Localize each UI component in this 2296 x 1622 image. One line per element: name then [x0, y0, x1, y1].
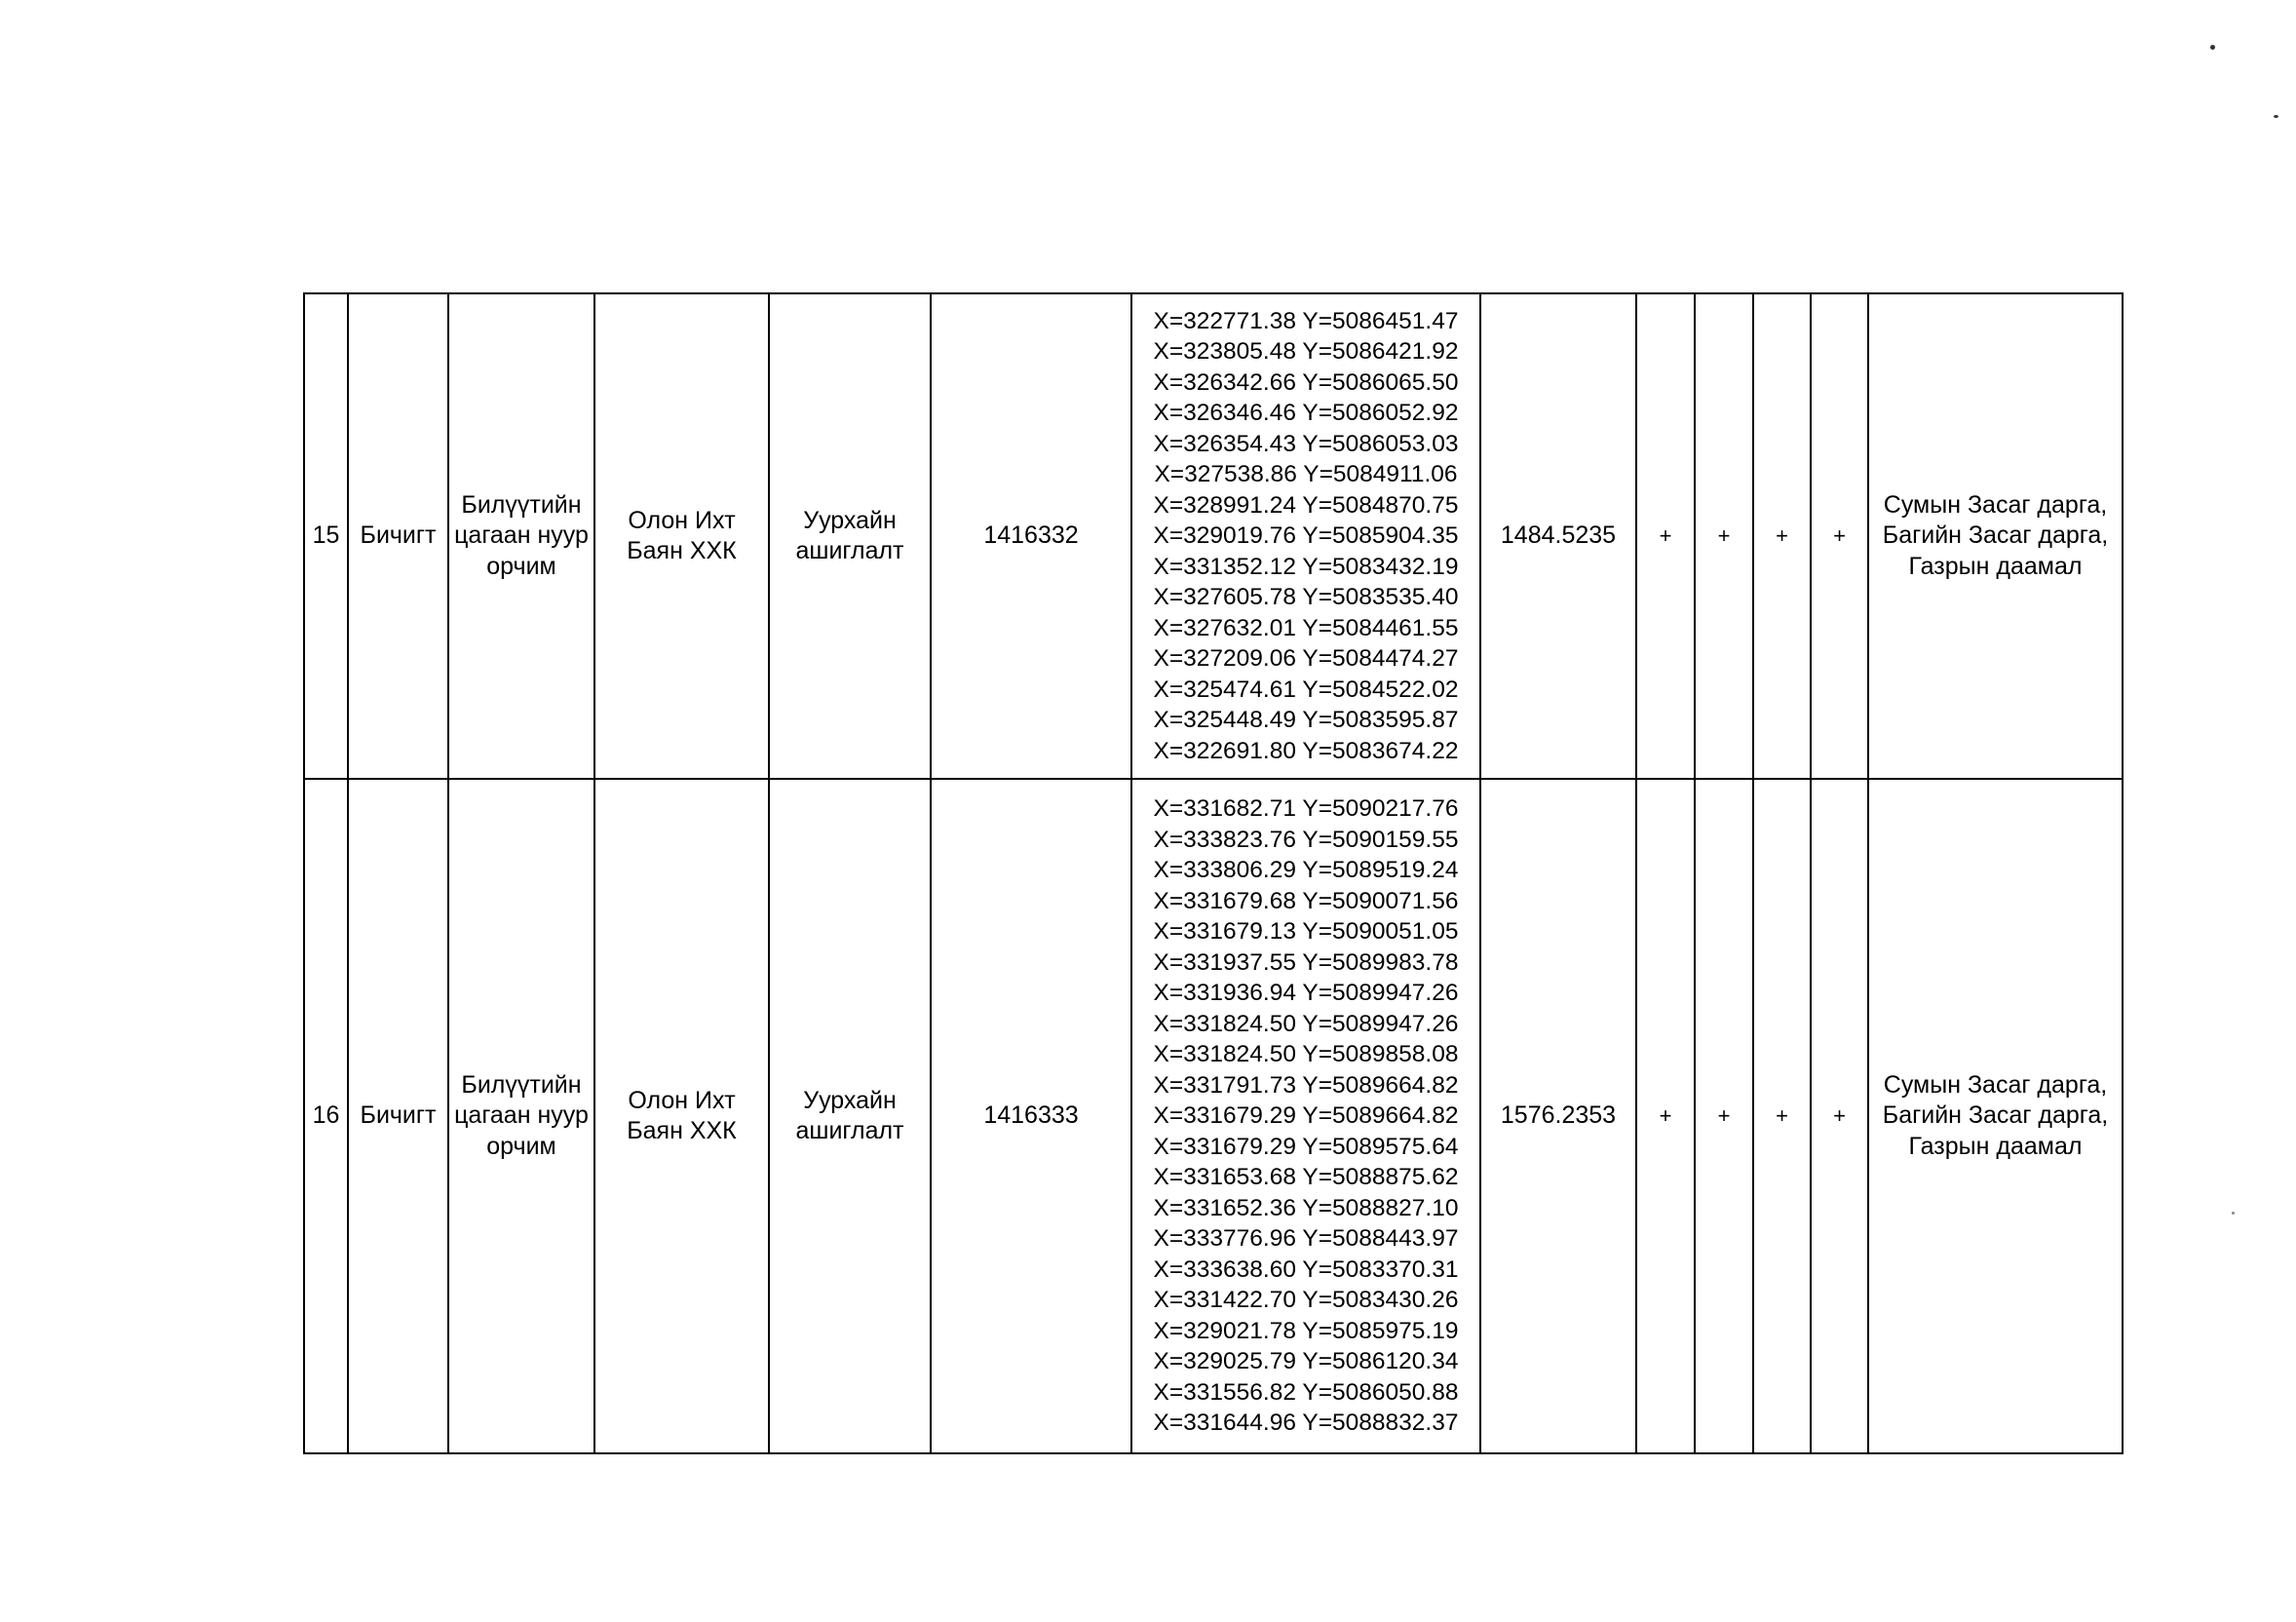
license-code — [931, 779, 1131, 1453]
approval-mark — [1636, 293, 1695, 779]
location-text: Билүүтийн цагаан нуур орчим — [454, 1070, 589, 1160]
coordinate-line: X=331653.68 Y=5088875.62 — [1153, 1164, 1459, 1191]
coordinate-line: X=323805.48 Y=5086421.92 — [1153, 338, 1459, 366]
approval-mark — [1636, 779, 1695, 1453]
location — [448, 293, 594, 779]
approval-mark — [1753, 293, 1811, 779]
company — [594, 293, 769, 779]
company-text: Олон Ихт Баян ХХК — [627, 1086, 737, 1144]
coordinate-line: X=331679.68 Y=5090071.56 — [1153, 887, 1459, 914]
area-value-text: 1484.5235 — [1500, 521, 1617, 550]
coordinate-line: X=327538.86 Y=5084911.06 — [1154, 461, 1458, 488]
coordinate-line: X=331679.29 Y=5089575.64 — [1153, 1133, 1459, 1160]
location-text: Билүүтийн цагаан нуур орчим — [454, 490, 589, 580]
coordinates-cell — [1131, 293, 1480, 779]
officials-text: Сумын Засаг дарга, Багийн Засаг дарга, Газрын даамал — [1882, 1070, 2109, 1160]
row-number — [304, 293, 348, 779]
coordinate-line: X=325474.61 Y=5084522.02 — [1153, 676, 1459, 703]
approval-mark-text: + — [1717, 523, 1731, 549]
approval-mark — [1811, 779, 1868, 1453]
purpose-text: Уурхайн ашиглалт — [795, 506, 904, 564]
row-number — [304, 779, 348, 1453]
row-number-text: 15 — [312, 521, 340, 550]
license-code-text: 1416333 — [983, 1101, 1079, 1130]
coordinate-line: X=331644.96 Y=5088832.37 — [1153, 1410, 1459, 1437]
company-text: Олон Ихт Баян ХХК — [627, 506, 737, 564]
company — [594, 779, 769, 1453]
coordinate-line: X=331791.73 Y=5089664.82 — [1153, 1071, 1459, 1099]
area-value — [1480, 779, 1636, 1453]
coordinate-line: X=333806.29 Y=5089519.24 — [1153, 857, 1459, 884]
row-number-text: 16 — [312, 1101, 340, 1130]
permit-type — [348, 779, 448, 1453]
area-value-text: 1576.2353 — [1500, 1101, 1617, 1130]
coordinate-line: X=327605.78 Y=5083535.40 — [1153, 584, 1459, 611]
location — [448, 779, 594, 1453]
permit-type-text: Бичигт — [360, 521, 437, 550]
coordinate-line: X=331936.94 Y=5089947.26 — [1153, 980, 1459, 1007]
coordinate-line: X=326346.46 Y=5086052.92 — [1153, 400, 1459, 427]
coordinate-line: X=326342.66 Y=5086065.50 — [1153, 368, 1459, 396]
approval-mark — [1811, 293, 1868, 779]
coordinate-line: X=329019.76 Y=5085904.35 — [1153, 522, 1459, 550]
area-value — [1480, 293, 1636, 779]
coordinates-cell — [1131, 779, 1480, 1453]
approval-mark-text: + — [1659, 1103, 1672, 1129]
coordinate-line: X=331422.70 Y=5083430.26 — [1153, 1287, 1459, 1314]
coordinate-line: X=333823.76 Y=5090159.55 — [1153, 826, 1459, 853]
scan-speck — [2210, 45, 2215, 50]
coordinate-line: X=322771.38 Y=5086451.47 — [1153, 307, 1459, 334]
coordinate-line: X=331679.29 Y=5089664.82 — [1153, 1102, 1459, 1130]
coordinate-line: X=331652.36 Y=5088827.10 — [1153, 1194, 1459, 1221]
purpose — [769, 779, 931, 1453]
approval-mark-text: + — [1833, 523, 1846, 549]
approval-mark-text: + — [1776, 1103, 1788, 1129]
purpose-text: Уурхайн ашиглалт — [795, 1086, 904, 1144]
coordinate-line: X=329021.78 Y=5085975.19 — [1153, 1317, 1459, 1344]
coordinate-line: X=329025.79 Y=5086120.34 — [1153, 1348, 1459, 1375]
license-code — [931, 293, 1131, 779]
permit-type-text: Бичигт — [360, 1101, 437, 1130]
coordinate-line: X=327209.06 Y=5084474.27 — [1153, 645, 1459, 673]
approval-mark-text: + — [1833, 1103, 1846, 1129]
purpose — [769, 293, 931, 779]
coordinate-line: X=331556.82 Y=5086050.88 — [1153, 1378, 1459, 1406]
coordinate-line: X=328991.24 Y=5084870.75 — [1153, 491, 1459, 519]
table-row — [304, 293, 2123, 779]
approval-mark — [1695, 293, 1753, 779]
coordinate-line: X=331937.55 Y=5089983.78 — [1153, 948, 1459, 976]
coordinate-line: X=331824.50 Y=5089858.08 — [1153, 1041, 1459, 1068]
coordinate-line: X=333776.96 Y=5088443.97 — [1153, 1225, 1459, 1253]
coordinate-line: X=331682.71 Y=5090217.76 — [1153, 795, 1459, 823]
approval-mark — [1753, 779, 1811, 1453]
table-row — [304, 779, 2123, 1453]
coordinate-line: X=322691.80 Y=5083674.22 — [1153, 737, 1459, 764]
scan-speck — [2232, 1212, 2235, 1215]
coordinate-line: X=331824.50 Y=5089947.26 — [1153, 1010, 1459, 1037]
approval-mark-text: + — [1717, 1103, 1731, 1129]
land-use-table — [303, 292, 2124, 1454]
coordinate-line: X=325448.49 Y=5083595.87 — [1153, 707, 1459, 734]
coordinate-line: X=333638.60 Y=5083370.31 — [1153, 1255, 1459, 1283]
approval-mark — [1695, 779, 1753, 1453]
approval-mark-text: + — [1659, 523, 1672, 549]
table-body — [304, 293, 2123, 1453]
license-code-text: 1416332 — [983, 521, 1079, 550]
officials-text: Сумын Засаг дарга, Багийн Засаг дарга, Газрын даамал — [1882, 490, 2109, 580]
permit-type — [348, 293, 448, 779]
approval-mark-text: + — [1776, 523, 1788, 549]
coordinate-line: X=331679.13 Y=5090051.05 — [1153, 918, 1459, 946]
scan-speck — [2274, 115, 2278, 118]
coordinate-line: X=331352.12 Y=5083432.19 — [1153, 553, 1459, 580]
coordinate-line: X=327632.01 Y=5084461.55 — [1153, 614, 1459, 641]
officials — [1868, 293, 2123, 779]
coordinate-line: X=326354.43 Y=5086053.03 — [1153, 430, 1459, 457]
officials — [1868, 779, 2123, 1453]
